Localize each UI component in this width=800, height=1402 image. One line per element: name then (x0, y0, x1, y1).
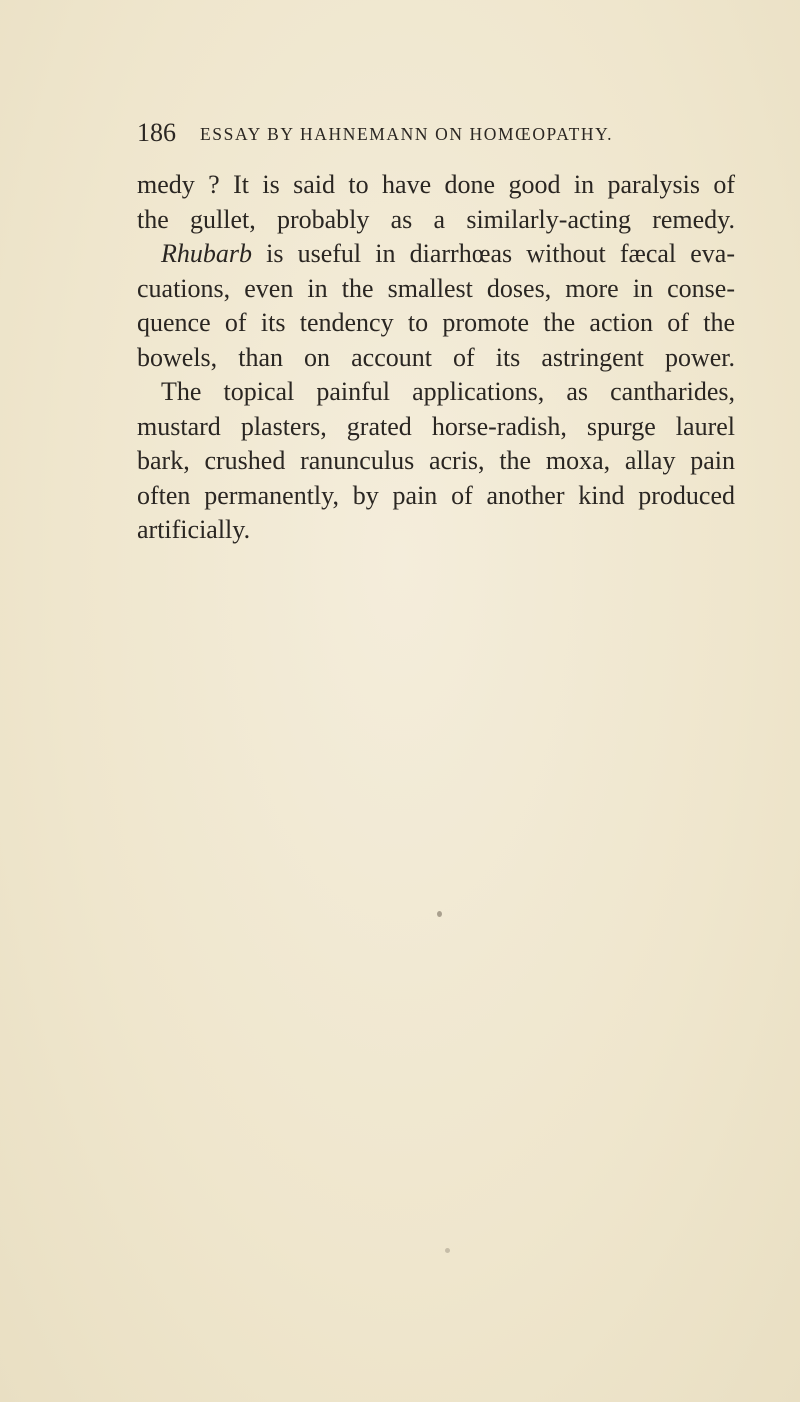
text-line: medy ? It is said to have done good in paralysis of (137, 170, 735, 199)
page-header (137, 118, 737, 148)
text-line: cuations, even in the smallest doses, more in conse- (137, 273, 735, 303)
text-line: bowels, than on account of its astringent power. (137, 342, 735, 372)
text-line: bark, crushed ranunculus acris, the moxa, allay pain (137, 446, 735, 475)
paper-speck (437, 911, 442, 917)
text-line: the gullet, probably as a similarly-acting remedy. (137, 204, 735, 234)
text-line: mustard plasters, grated horse-radish, spurge laurel (137, 411, 735, 441)
text-line: often permanently, by pain of another kind produced (137, 480, 735, 510)
text-span: is useful in diarrhœas without fæcal eva- (252, 239, 735, 268)
text-line (137, 237, 735, 272)
text-line: quence of its tendency to promote the action of the (137, 308, 735, 337)
text-line: The topical painful applications, as cantharides, (161, 377, 735, 406)
body-paragraph (137, 168, 735, 548)
page-number: 186 (137, 118, 176, 147)
text-line: artificially. (137, 515, 251, 544)
italic-term: Rhubarb (161, 239, 252, 268)
running-head: ESSAY BY HAHNEMANN ON HOMŒOPATHY. (200, 124, 614, 144)
paper-speck (445, 1248, 450, 1253)
